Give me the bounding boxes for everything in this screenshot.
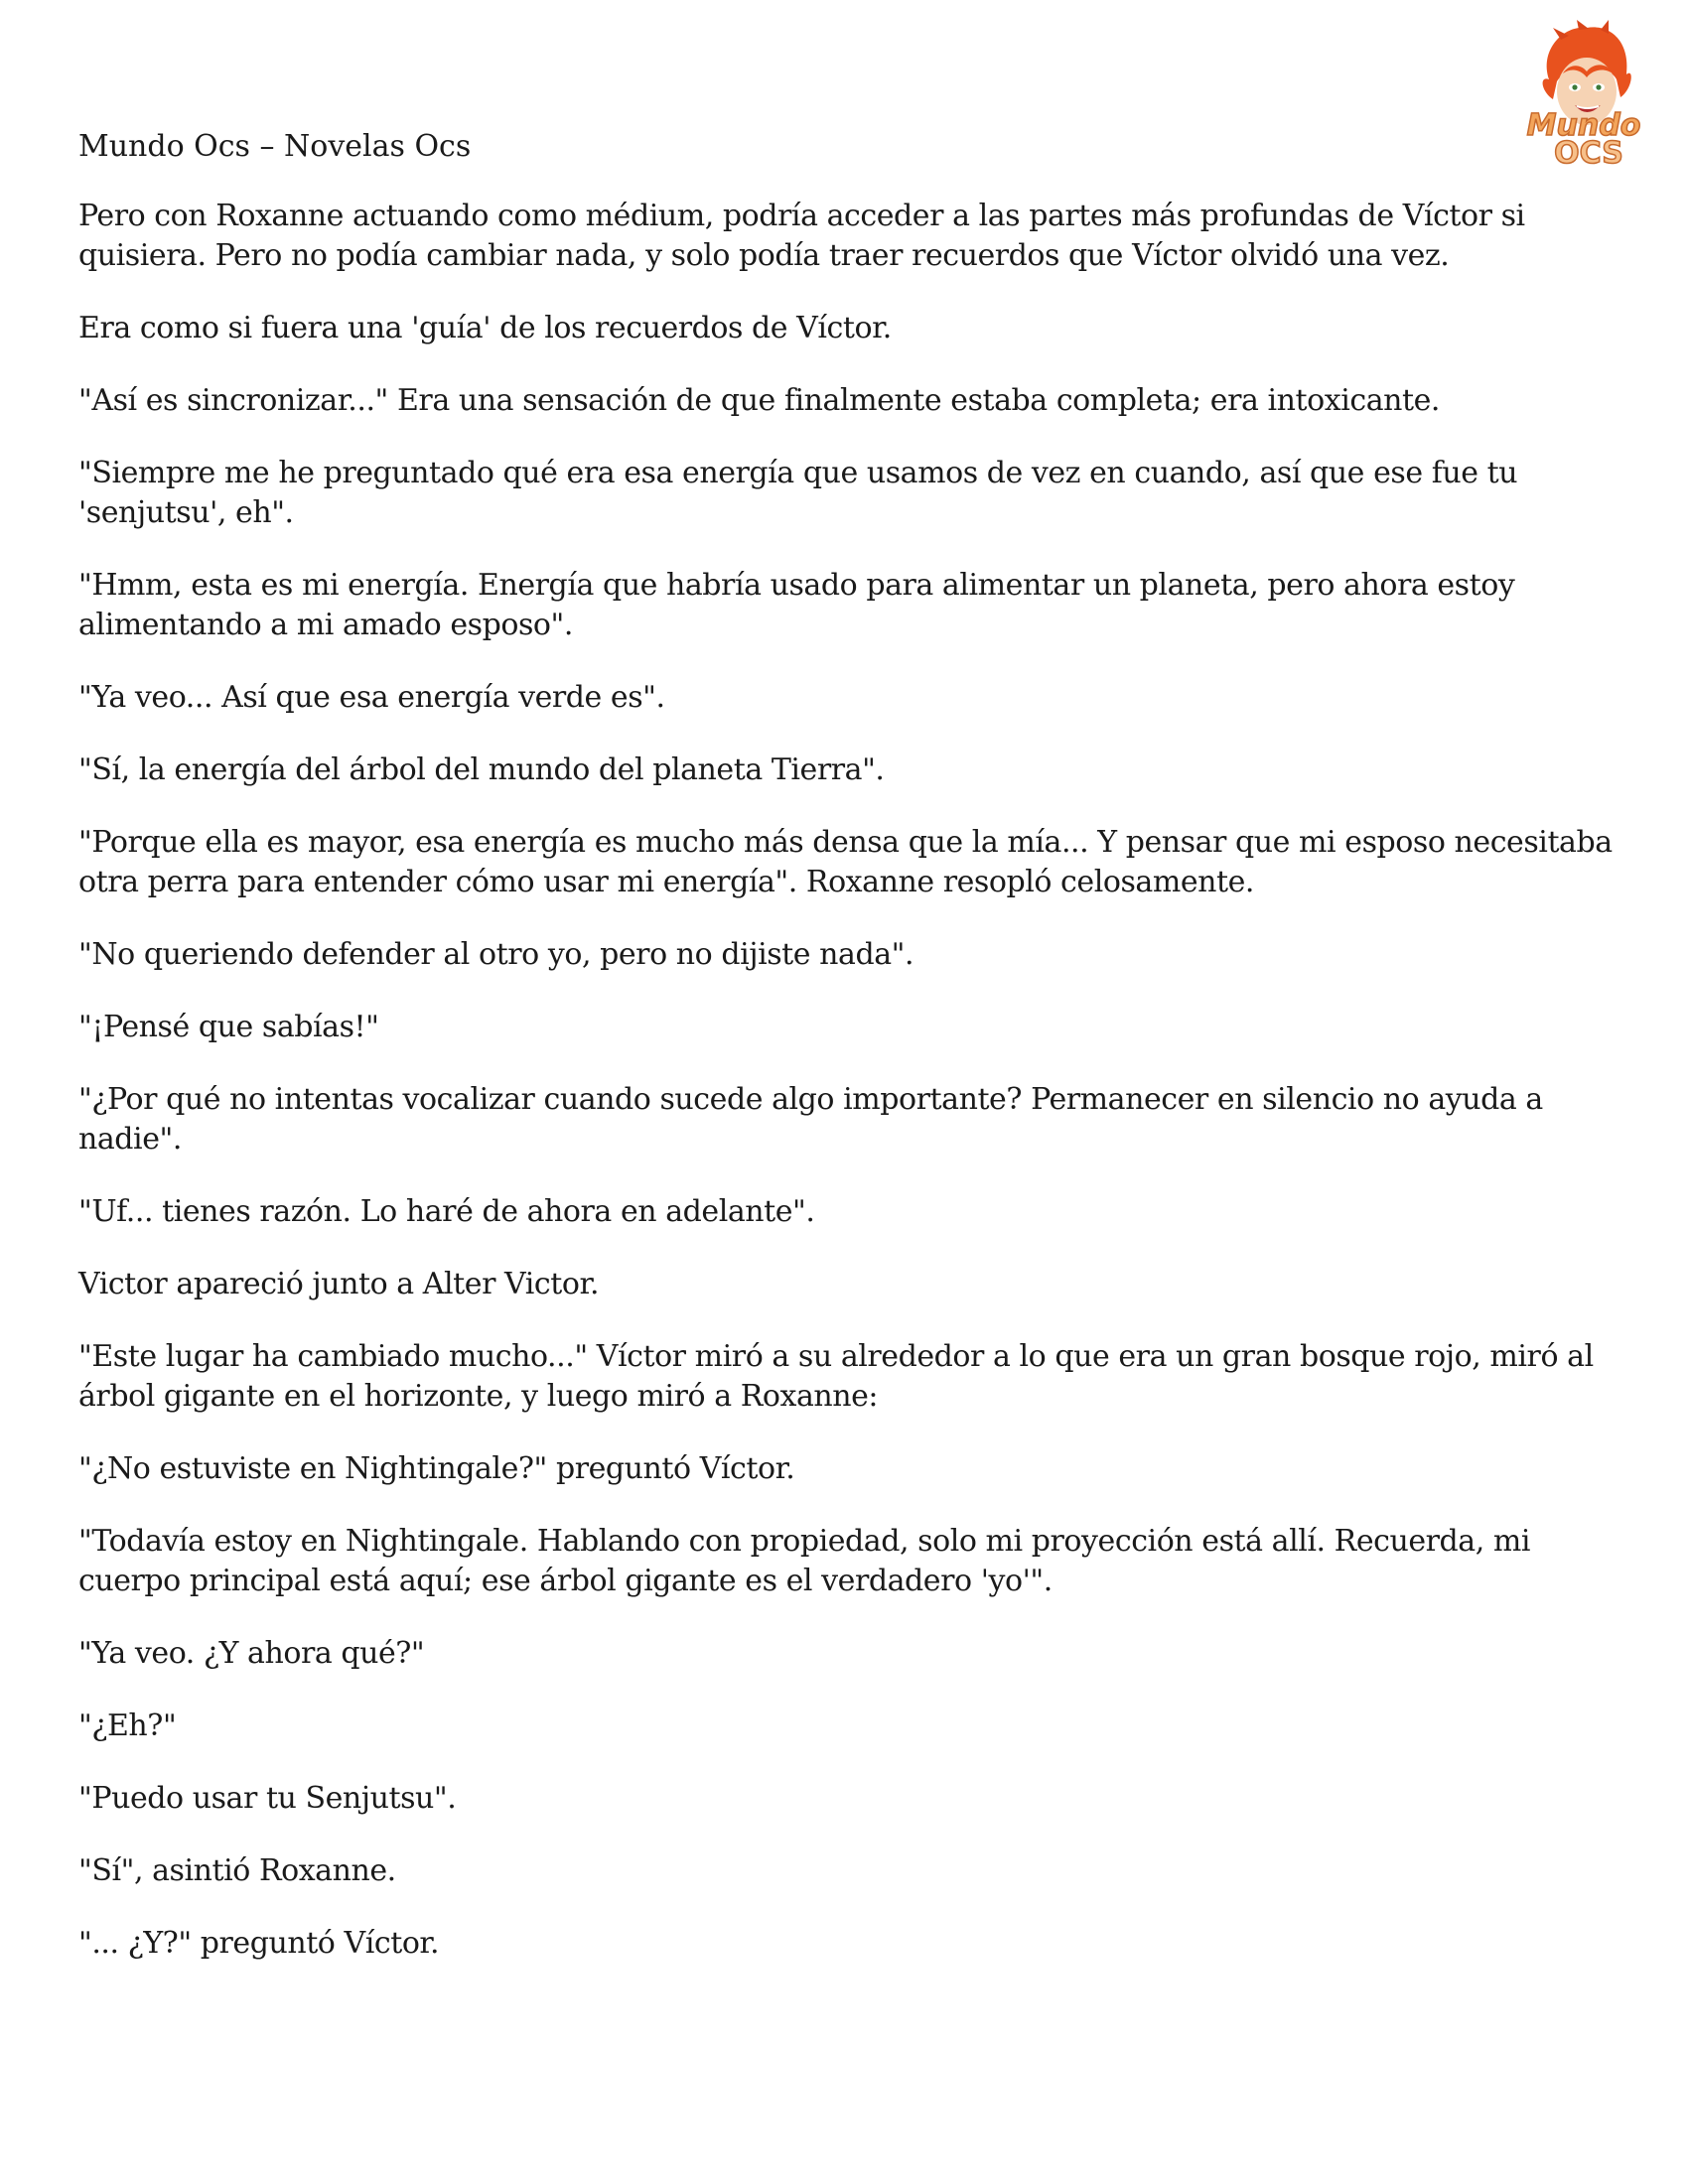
paragraph: Pero con Roxanne actuando como médium, podría acceder a las partes más profundas de Víctor si quisiera. Pero no podía cambiar nada, y solo podía traer recuerdos que Víctor olvidó una vez. bbox=[78, 199, 1525, 273]
document-body bbox=[78, 197, 1627, 1964]
document-header: Mundo Ocs – Novelas Ocs bbox=[78, 129, 472, 164]
paragraph: "Ya veo. ¿Y ahora qué?" bbox=[78, 1636, 425, 1671]
paragraph: "Sí, la energía del árbol del mundo del planeta Tierra". bbox=[78, 752, 885, 787]
paragraph: "¿No estuviste en Nightingale?" preguntó Víctor. bbox=[78, 1451, 795, 1486]
paragraph: Victor apareció junto a Alter Victor. bbox=[78, 1267, 600, 1301]
paragraph: "Hmm, esta es mi energía. Energía que habría usado para alimentar un planeta, pero ahora estoy alimentando a mi amado esposo". bbox=[78, 568, 1515, 642]
paragraph: "Siempre me he preguntado qué era esa energía que usamos de vez en cuando, así que ese fue tu 'senjutsu', eh". bbox=[78, 456, 1518, 530]
paragraph: "... ¿Y?" preguntó Víctor. bbox=[78, 1926, 440, 1961]
paragraph: "¿Por qué no intentas vocalizar cuando sucede algo importante? Permanecer en silencio no ayuda a nadie". bbox=[78, 1082, 1543, 1157]
paragraph: "No queriendo defender al otro yo, pero no dijiste nada". bbox=[78, 937, 914, 972]
paragraph: "Ya veo... Así que esa energía verde es". bbox=[78, 680, 665, 715]
logo-text-line1: Mundo bbox=[1526, 108, 1641, 143]
paragraph: "Uf... tienes razón. Lo haré de ahora en adelante". bbox=[78, 1194, 815, 1229]
paragraph: "Este lugar ha cambiado mucho..." Víctor miró a su alrededor a lo que era un gran bosque rojo, miró al árbol gigante en el horizonte, y luego miró a Roxanne: bbox=[78, 1339, 1594, 1414]
document-page bbox=[78, 127, 1627, 1996]
paragraph: "¿Eh?" bbox=[78, 1708, 177, 1743]
paragraph: "¡Pensé que sabías!" bbox=[78, 1010, 379, 1044]
paragraph: "Puedo usar tu Senjutsu". bbox=[78, 1781, 457, 1816]
paragraph: Era como si fuera una 'guía' de los recuerdos de Víctor. bbox=[78, 311, 892, 345]
paragraph: "Sí", asintió Roxanne. bbox=[78, 1853, 396, 1888]
paragraph: "Todavía estoy en Nightingale. Hablando con propiedad, solo mi proyección está allí. Recuerda, mi cuerpo principal está aquí; ese árbol gigante es el verdadero 'yo'". bbox=[78, 1524, 1531, 1598]
logo-text-line2: OCS bbox=[1554, 136, 1623, 171]
paragraph: "Porque ella es mayor, esa energía es mucho más densa que la mía... Y pensar que mi esposo necesitaba otra perra para entender cómo usar mi energía". Roxanne resopló celosamente. bbox=[78, 825, 1613, 899]
paragraph: "Así es sincronizar..." Era una sensación de que finalmente estaba completa; era intoxicante. bbox=[78, 383, 1440, 418]
